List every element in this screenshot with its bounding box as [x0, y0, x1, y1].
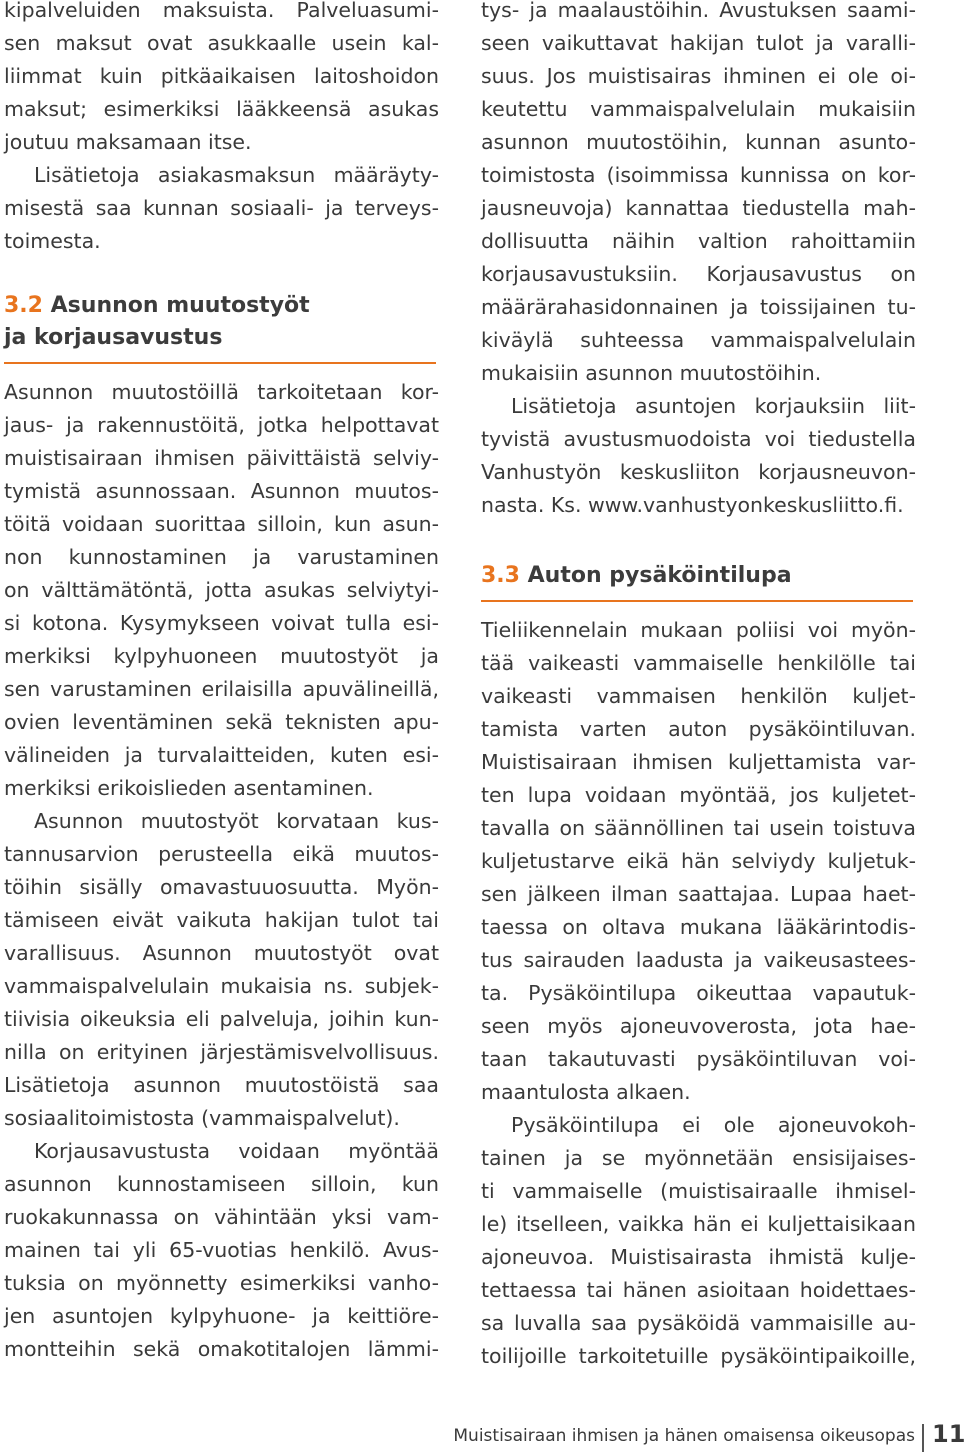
text-line: tiivisia oikeuksia eli palveluja, joihin kun- [4, 1007, 439, 1031]
text-line: non kunnostaminen ja varustaminen [4, 545, 439, 569]
text-line: tyvistä avustusmuodoista voi tiedustella [481, 427, 916, 451]
text-line: tymistä asunnossaan. Asunnon muutos- [4, 479, 439, 503]
text-line: välineiden ja turvalaitteiden, kuten esi- [4, 743, 439, 767]
text-line: tannusarvion perusteella eikä muutos- [4, 842, 439, 866]
page-footer [0, 1420, 965, 1456]
text-line: kuljetustarve eikä hän selviydy kuljetuk- [481, 849, 916, 873]
text-line: montteihin sekä omakotitalojen lämmi- [4, 1337, 439, 1361]
text-line: keutettu vammaispalvelulain mukaisiin [481, 97, 916, 121]
text-line: muistisairaan ihmisen päivittäistä selviy- [4, 446, 439, 470]
text-line: Tieliikennelain mukaan poliisi voi myön- [481, 618, 916, 642]
footer-divider [922, 1424, 924, 1452]
text-line: ta. Pysäköintilupa oikeuttaa vapautuk- [481, 981, 916, 1005]
text-line: ten lupa voidaan myöntää, jos kuljetet- [481, 783, 916, 807]
text-line: jaus- ja rakennustöitä, jotka helpottavat [4, 413, 439, 437]
text-line: on välttämätöntä, jotta asukas selviytyi- [4, 578, 439, 602]
text-line: nasta. Ks. www.vanhustyonkeskusliitto.fi. [481, 493, 904, 517]
text-line: dollisuutta näihin valtion rahoittamiin [481, 229, 916, 253]
section-number: 3.3 [481, 563, 520, 588]
text-line: Lisätietoja asunnon muutostöistä saa [4, 1073, 439, 1097]
text-line: sosiaalitoimistosta (vammaispalvelut). [4, 1106, 400, 1130]
text-line: jen asuntojen kylpyhuone- ja keittiöre- [4, 1304, 439, 1328]
text-line: töitä voidaan suorittaa silloin, kun asun- [4, 512, 439, 536]
text-line: Lisätietoja asiakasmaksun määräyty- [34, 163, 439, 187]
text-line: Asunnon muutostöillä tarkoitetaan kor- [4, 380, 439, 404]
text-line: maksut; esimerkiksi lääkkeensä asukas [4, 97, 439, 121]
text-line: asunnon muutostöihin, kunnan asunto- [481, 130, 916, 154]
text-line: korjausavustuksiin. Korjausavustus on [481, 262, 916, 286]
text-line: töihin sisälly omavastuuosuutta. Myön- [4, 875, 439, 899]
text-line: tettaessa tai hänen asioitaan hoidettaes- [481, 1278, 916, 1302]
text-line: sa luvalla saa pysäköidä vammaisille au- [481, 1311, 916, 1335]
text-line: nilla on erityinen järjestämisvelvollisuus. [4, 1040, 439, 1064]
text-line: tamista varten auton pysäköintiluvan. [481, 717, 916, 741]
text-line: jausneuvoja) kannattaa tiedustella mah- [481, 196, 916, 220]
section-heading-3-3 [481, 560, 916, 592]
text-line: taan takautuvasti pysäköintiluvan voi- [481, 1047, 916, 1071]
text-line: liimmat kuin pitkäaikaisen laitoshoidon [4, 64, 439, 88]
text-line: sen maksut ovat asukkaalle usein kal- [4, 31, 439, 55]
text-line: Muistisairaan ihmisen kuljettamista var- [481, 750, 916, 774]
text-line: toimistosta (isoimmissa kunnissa on kor- [481, 163, 916, 187]
text-line: ovien leventäminen sekä teknisten apu- [4, 710, 439, 734]
text-line: suus. Jos muistisairas ihminen ei ole oi- [481, 64, 916, 88]
text-line: vaikeasti vammaisen henkilön kuljet- [481, 684, 916, 708]
text-line: ti vammaiselle (muistisairaalle ihmisel- [481, 1179, 916, 1203]
text-line: seen myös ajoneuvoverosta, jota hae- [481, 1014, 916, 1038]
right-column [481, 0, 916, 1373]
text-line: tainen ja se myönnetään ensisijaises- [481, 1146, 916, 1170]
text-line: tämiseen eivät vaikuta hakijan tulot tai [4, 908, 439, 932]
text-line: vammaispalvelulain mukaisia ns. subjek- [4, 974, 439, 998]
text-line: Vanhustyön keskusliiton korjausneuvon- [481, 460, 916, 484]
text-line: varallisuus. Asunnon muutostyöt ovat [4, 941, 439, 965]
section-title: Auton pysäköintilupa [527, 563, 792, 588]
text-line: mainen tai yli 65-vuotias henkilö. Avus- [4, 1238, 439, 1262]
text-line: merkiksi kylpyhuoneen muutostyöt ja [4, 644, 439, 668]
text-line: merkiksi erikoislieden asentaminen. [4, 776, 374, 800]
text-line: maantulosta alkaen. [481, 1080, 691, 1104]
text-line: le) itselleen, vaikka hän ei kuljettaisikaan [481, 1212, 916, 1236]
text-line: si kotona. Kysymykseen voivat tulla esi- [4, 611, 439, 635]
text-line: sen jälkeen ilman saattajaa. Lupaa haet- [481, 882, 916, 906]
text-line: mukaisiin asunnon muutostöihin. [481, 361, 822, 385]
text-line: tavalla on säännöllinen tai usein toistuva [481, 816, 916, 840]
section-number: 3.2 [4, 293, 43, 318]
text-line: tys- ja maalaustöihin. Avustuksen saami- [481, 0, 916, 22]
text-line: misestä saa kunnan sosiaali- ja terveys- [4, 196, 439, 220]
text-line: Korjausavustusta voidaan myöntää [34, 1139, 439, 1163]
text-line: sen varustaminen erilaisilla apuvälineillä, [4, 677, 439, 701]
text-line: määrärahasidonnainen ja toissijainen tu- [481, 295, 916, 319]
text-line: Lisätietoja asuntojen korjauksiin liit- [511, 394, 916, 418]
text-line: toimesta. [4, 229, 101, 253]
text-line: tus sairauden laadusta ja vaikeusastees- [481, 948, 916, 972]
text-line: tää vaikeasti vammaiselle henkilölle tai [481, 651, 916, 675]
left-column [4, 0, 439, 1366]
page-number: 11 [932, 1420, 965, 1448]
section-title-line2: ja korjausavustus [4, 325, 223, 350]
text-line: kipalveluiden maksuista. Palveluasumi- [4, 0, 439, 22]
text-line: joutuu maksamaan itse. [4, 130, 252, 154]
text-line: kiväylä suhteessa vammaispalvelulain [481, 328, 916, 352]
section-title: Asunnon muutostyöt [50, 293, 310, 318]
text-line: tuksia on myönnetty esimerkiksi vanho- [4, 1271, 439, 1295]
text-line: asunnon kunnostamiseen silloin, kun [4, 1172, 439, 1196]
text-line: Asunnon muutostyöt korvataan kus- [34, 809, 439, 833]
text-line: taessa on oltava mukana lääkärintodis- [481, 915, 916, 939]
section-heading-3-2 [4, 290, 439, 322]
text-line: ruokakunnassa on vähintään yksi vam- [4, 1205, 439, 1229]
text-line: Pysäköintilupa ei ole ajoneuvokoh- [511, 1113, 916, 1137]
text-line: toilijoille tarkoitetuille pysäköintipaikoille, [481, 1344, 916, 1368]
footer-title: Muistisairaan ihmisen ja hänen omaisensa oikeusopas [453, 1426, 915, 1446]
text-line: seen vaikuttavat hakijan tulot ja varalli- [481, 31, 916, 55]
text-line: ajoneuvoa. Muistisairasta ihmistä kulje- [481, 1245, 916, 1269]
